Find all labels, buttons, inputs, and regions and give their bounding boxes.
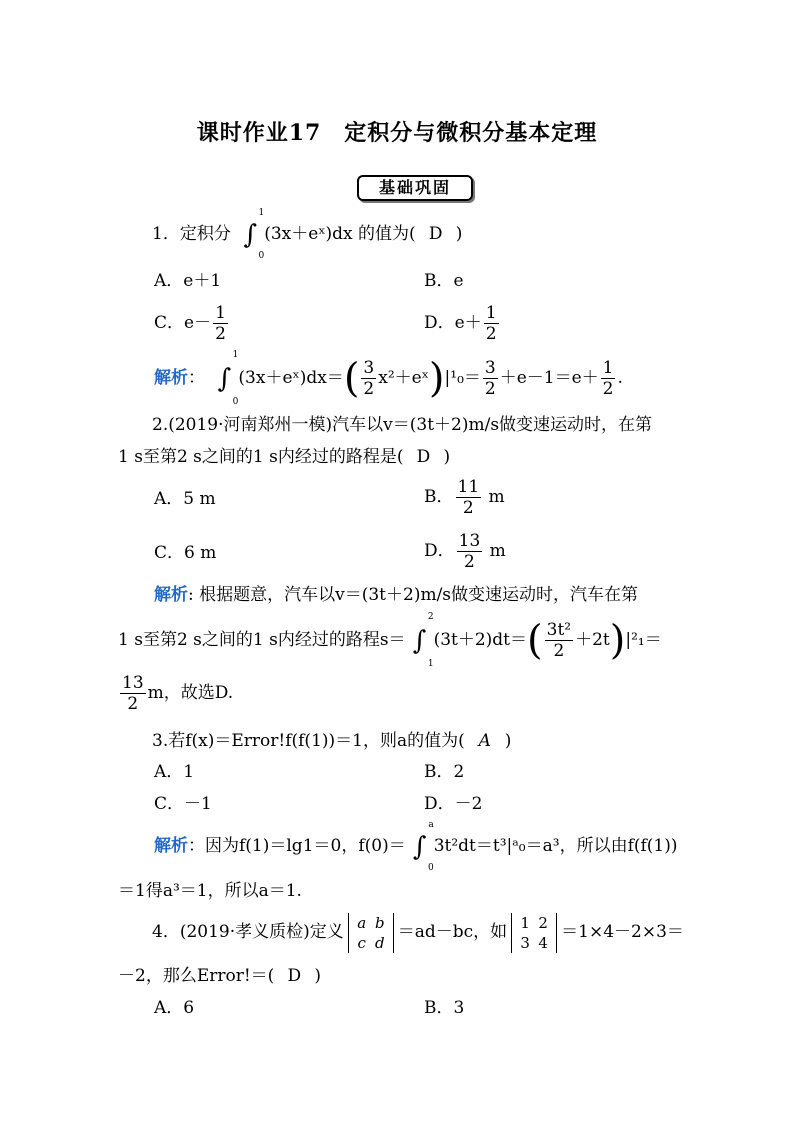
q4-stem-line1: 4．(2019·孝义质检)定义 a b c d ＝ad－bc，如 1 2 3 4 ＝1×4－2×3＝ — [152, 913, 684, 952]
q2-solution-line3: $\frac{13}{2}$ m，故选D. — [122, 673, 234, 714]
q1-option-c: C．e－ $\frac{1}{2}$ — [154, 303, 226, 344]
fraction: $\frac{3}{2}$ — [484, 358, 496, 399]
q2-option-d: D． $\frac{13}{2}$ m — [424, 531, 506, 572]
q2-option-a: A．5 m — [154, 489, 216, 509]
q1-answer: D — [428, 224, 443, 244]
q2-solution-line2: 1 s至第2 s之间的1 s内经过的路程s＝ ∫ 2 1 (3t＋2)dt＝( $\frac{\text{3t²}}{2}$ ＋2t)|²₁＝ — [118, 611, 662, 669]
q3-option-d: D．－2 — [424, 794, 483, 814]
q2-stem-line2: 1 s至第2 s之间的1 s内经过的路程是( D ) — [118, 447, 451, 467]
q4-option-a: A．6 — [154, 998, 195, 1018]
fraction: $\frac{11}{2}$ — [457, 477, 480, 518]
q3-solution-line2: ＝1得a³＝1，所以a＝1. — [118, 881, 302, 901]
section-badge: 基础巩固 — [357, 175, 473, 201]
q3-option-b: B．2 — [424, 762, 465, 782]
q4-option-b: B．3 — [424, 998, 465, 1018]
q4-answer: D — [287, 966, 302, 986]
q1-solution: 解析： ∫ 1 0 (3x＋eˣ)dx＝( $\frac{3}{2}$ x²＋eˣ)|¹₀＝ $\frac{3}{2}$ ＋e－1＝e＋ $\frac{1}{2}$ . — [154, 349, 623, 407]
q3-option-a: A．1 — [154, 762, 195, 782]
fraction: $\frac{1}{2}$ — [485, 303, 497, 344]
q1-stem: 1．定积分 ∫ 1 0 (3x＋eˣ)dx 的值为( D ) — [152, 207, 463, 261]
q3-solution-line1: 解析：因为f(1)＝lg1＝0，f(0)＝ ∫ a 0 3t²dt＝t³|ᵃ₀＝a³，所以由f(f(1)) — [154, 819, 678, 873]
q3-option-c: C．－1 — [154, 794, 212, 814]
page-title: 课时作业17 定积分与微积分基本定理 — [196, 120, 598, 146]
determinant-1234: 1 2 3 4 — [511, 913, 557, 953]
determinant-abcd: a b c d — [348, 913, 394, 953]
q2-solution-line1: 解析: 根据题意，汽车以v＝(3t＋2)m/s做变速运动时，汽车在第 — [154, 585, 639, 605]
fraction: $\frac{1}{2}$ — [602, 358, 614, 399]
q2-option-b: B． $\frac{11}{2}$ m — [424, 477, 505, 518]
q2-answer: D — [416, 447, 431, 467]
integral-sign-icon: ∫ 2 1 — [412, 611, 434, 669]
q1-option-a: A．e＋1 — [154, 271, 222, 291]
q4-stem-line2: －2，那么Error!＝( D ) — [118, 966, 321, 986]
fraction: $\frac{13}{2}$ — [122, 673, 144, 714]
q1-option-d: D．e＋ $\frac{1}{2}$ — [424, 303, 497, 344]
q2-option-c: C．6 m — [154, 543, 217, 563]
integral-sign-icon: ∫ 1 0 — [217, 349, 239, 407]
q3-stem: 3.若f(x)＝Error!f(f(1))＝1，则a的值为( A ) — [152, 731, 512, 751]
q1-option-b: B．e — [424, 271, 464, 291]
fraction: $\frac{3}{2}$ — [363, 358, 375, 399]
integral-sign-icon: ∫ 1 0 — [243, 207, 265, 261]
fraction: $\frac{13}{2}$ — [458, 531, 481, 572]
fraction: $\frac{\text{3t²}}{2}$ — [546, 620, 572, 661]
fraction: $\frac{1}{2}$ — [215, 303, 226, 344]
integral-sign-icon: ∫ a 0 — [412, 819, 434, 873]
q3-answer: A — [478, 731, 491, 751]
q2-stem-line1: 2.(2019·河南郑州一模)汽车以v＝(3t＋2)m/s做变速运动时，在第 — [152, 415, 653, 435]
